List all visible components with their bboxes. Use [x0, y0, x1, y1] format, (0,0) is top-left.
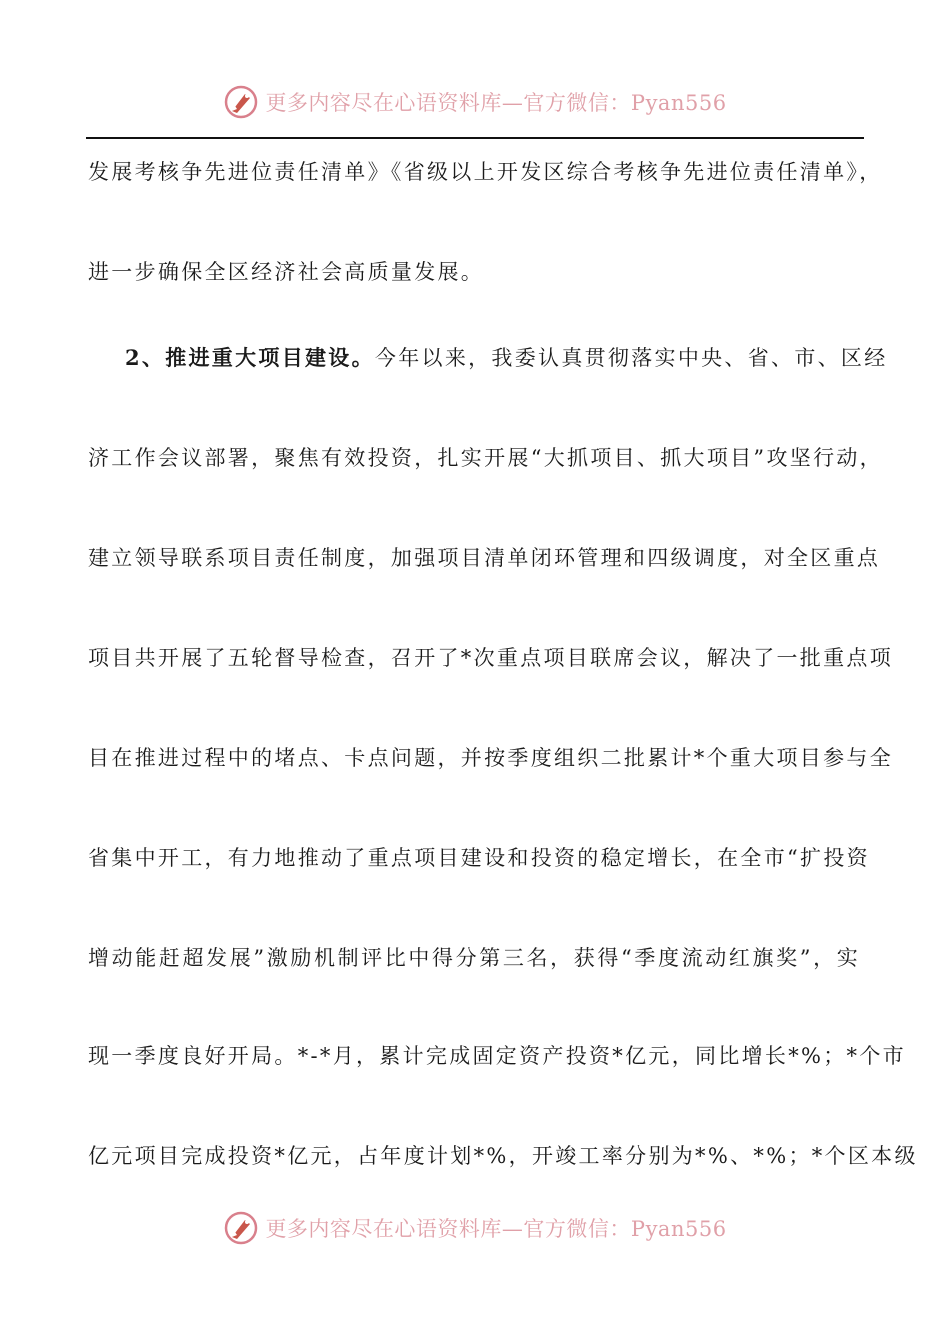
body-line-11: 亿元项目完成投资*亿元，占年度计划*%，开竣工率分别为*%、*%；*个区本级	[88, 1144, 918, 1168]
body-line-4: 济工作会议部署，聚焦有效投资，扎实开展“大抓项目、抓大项目”攻坚行动，	[88, 446, 883, 470]
pen-nib-logo-icon	[223, 1210, 259, 1246]
header-banner-text: 更多内容尽在心语资料库—官方微信：Pyan556	[265, 91, 727, 115]
section-heading: 2、推进重大项目建设。	[125, 345, 375, 370]
pen-nib-logo-icon	[223, 84, 259, 120]
body-line-6: 项目共开展了五轮督导检查，召开了*次重点项目联席会议，解决了一批重点项	[88, 646, 893, 670]
body-line-8: 省集中开工，有力地推动了重点项目建设和投资的稳定增长，在全市“扩投资	[88, 846, 870, 870]
body-line-9: 增动能赶超发展”激励机制评比中得分第三名，获得“季度流动红旗奖”，实	[88, 946, 860, 970]
header-banner	[0, 84, 950, 120]
body-line-7: 目在推进过程中的堵点、卡点问题，并按季度组织二批累计*个重大项目参与全	[88, 746, 893, 770]
header-divider	[86, 137, 864, 139]
footer-banner	[0, 1210, 950, 1246]
body-line-1: 发展考核争先进位责任清单》《省级以上开发区综合考核争先进位责任清单》，	[88, 160, 883, 184]
body-line-2: 进一步确保全区经济社会高质量发展。	[88, 260, 485, 284]
body-line-5: 建立领导联系项目责任制度，加强项目清单闭环管理和四级调度，对全区重点	[88, 546, 881, 570]
section-heading-continuation: 今年以来，我委认真贯彻落实中央、省、市、区经	[374, 346, 888, 370]
body-line-10: 现一季度良好开局。*-*月，累计完成固定资产投资*亿元，同比增长*%；*个市	[88, 1044, 906, 1068]
body-line-3	[125, 344, 888, 372]
footer-banner-text: 更多内容尽在心语资料库—官方微信：Pyan556	[265, 1217, 727, 1241]
